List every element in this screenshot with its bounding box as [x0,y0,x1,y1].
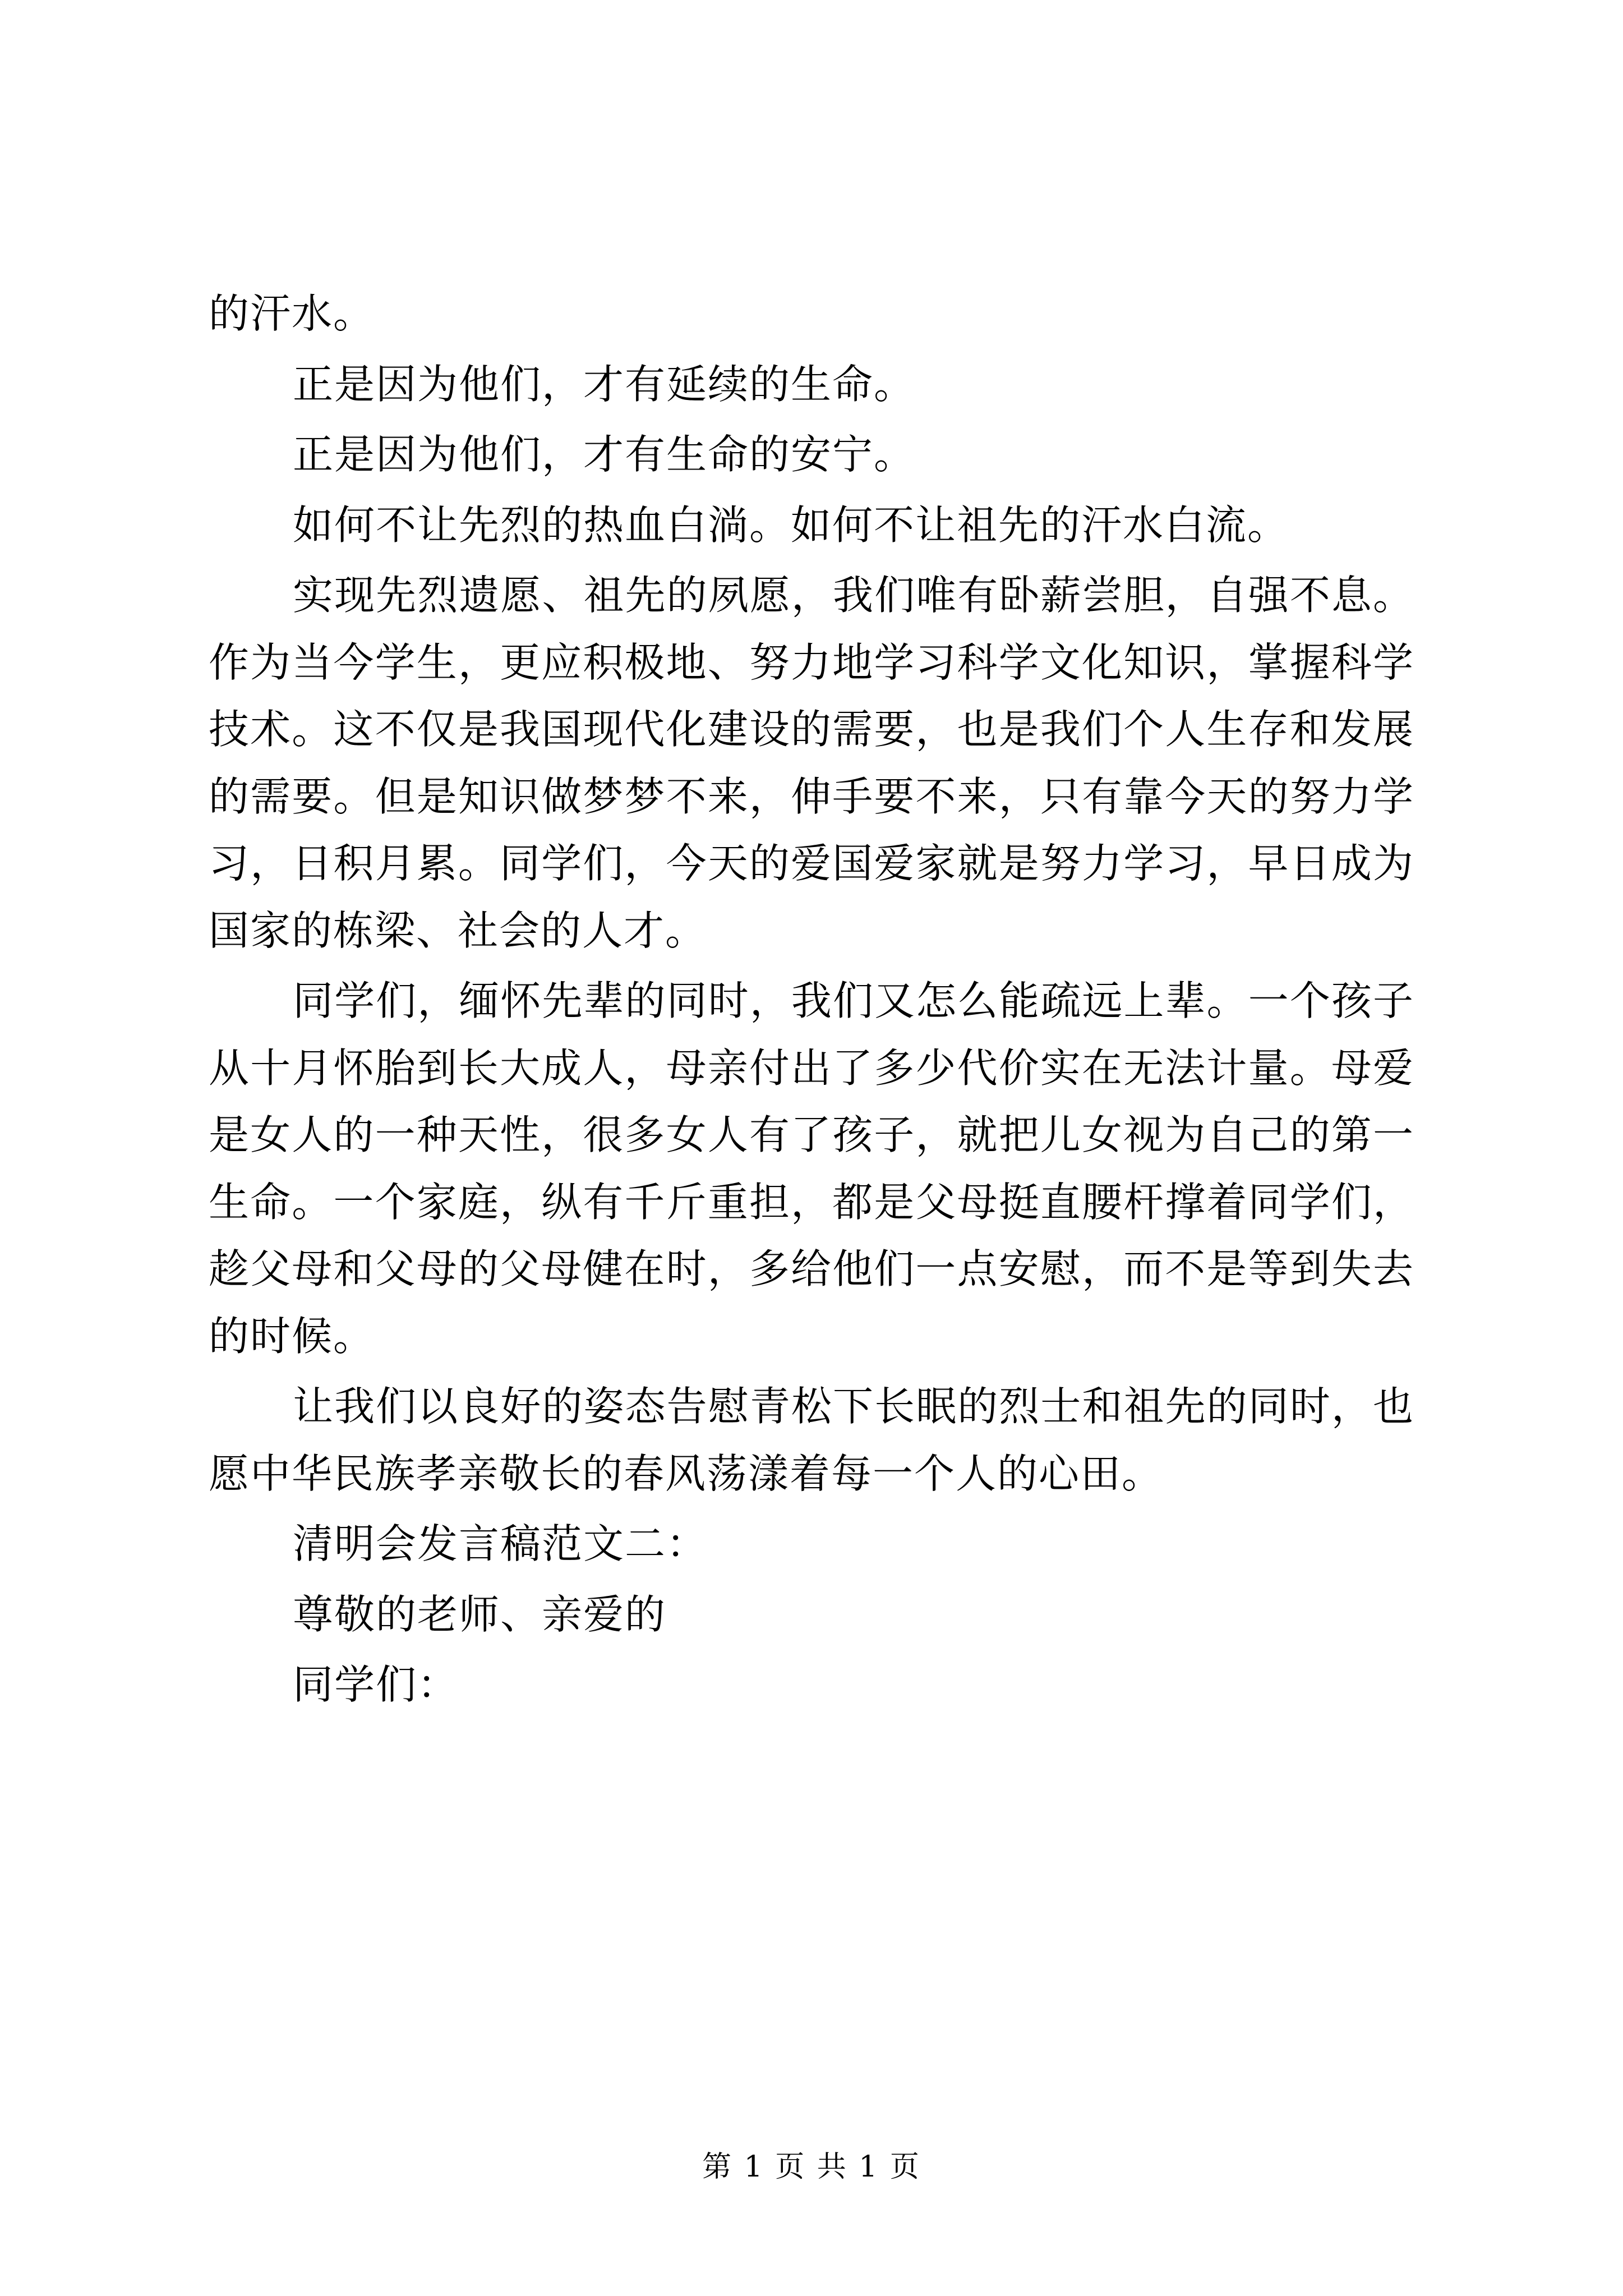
paragraph: 如何不让先烈的热血白淌。如何不让祖先的汗水白流。 [293,501,1289,549]
paragraph: 正是因为他们，才有延续的生命。 [293,360,916,408]
document-body [209,280,1414,1722]
paragraph: 清明会发言稿范文二： [293,1520,708,1568]
paragraph: 尊敬的老师、亲爱的 [293,1590,667,1638]
paragraph: 实现先烈遗愿、祖先的夙愿，我们唯有卧薪尝胆，自强不息。作为当今学生，更应积极地、努力地学习科学文化知识，掌握科学技术。这不仅是我国现代化建设的需要，也是我们个人生存和发展的需要。但是知识做梦梦不来，伸手要不来，只有靠今天的努力学习，日积月累。同学们，今天的爱国爱家就是努力学习，早日成为国家的栋梁、社会的人才。 [209,572,1414,954]
paragraph: 同学们，缅怀先辈的同时，我们又怎么能疏远上辈。一个孩子从十月怀胎到长大成人，母亲付出了多少代价实在无法计量。母爱是女人的一种天性，很多女人有了孩子，就把儿女视为自己的第一生命。一个家庭，纵有千斤重担，都是父母挺直腰杆撑着同学们，趁父母和父母的父母健在时，多给他们一点安慰，而不是等到失去的时候。 [209,977,1414,1360]
paragraph: 正是因为他们，才有生命的安宁。 [293,431,916,478]
page-footer: 第 1 页 共 1 页 [702,2150,921,2184]
paragraph: 让我们以良好的姿态告慰青松下长眠的烈士和祖先的同时，也愿中华民族孝亲敬长的春风荡漾着每一个人的心田。 [209,1383,1414,1497]
paragraph: 的汗水。 [209,290,375,337]
paragraph: 同学们： [293,1661,459,1709]
